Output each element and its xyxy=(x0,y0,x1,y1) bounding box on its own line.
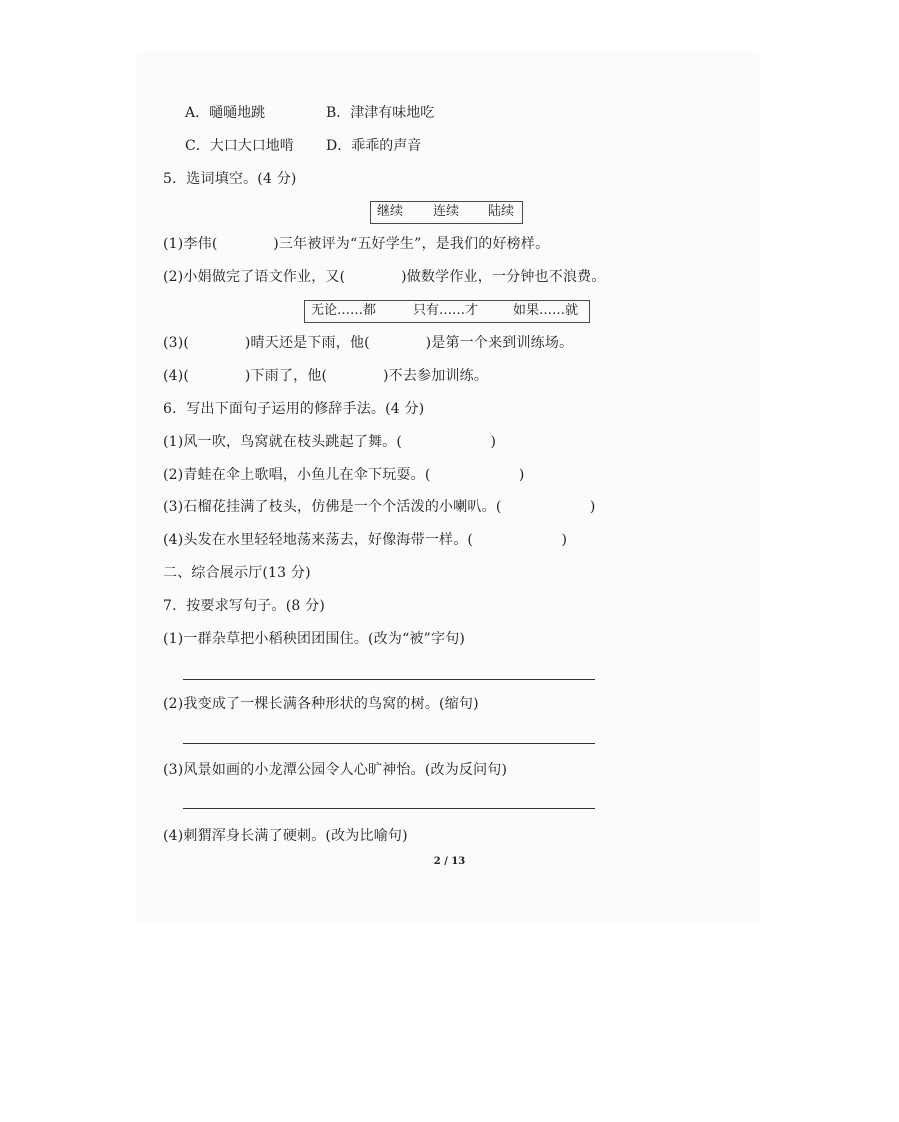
q5-sentence-2: (2)小娟做完了语文作业，又( )做数学作业，一分钟也不浪费。 xyxy=(163,269,606,285)
q6-sentence-4: (4)头发在水里轻轻地荡来荡去，好像海带一样。( ) xyxy=(163,532,568,548)
q4-option-c: C．大口大口地啃 xyxy=(185,138,294,154)
page-number: 2 / 13 xyxy=(433,856,466,867)
q5-sentence-1: (1)李伟( )三年被评为“五好学生”，是我们的好榜样。 xyxy=(163,236,550,252)
q7-title: 7．按要求写句子。(8 分) xyxy=(163,598,325,614)
word-box-2-item: 无论……都 xyxy=(311,303,377,318)
q7-sentence-4: (4)刺猬浑身长满了硬刺。(改为比喻句) xyxy=(163,828,408,844)
q5-title: 5．选词填空。(4 分) xyxy=(163,171,297,187)
word-box-2-item: 如果……就 xyxy=(513,303,579,318)
q6-title: 6．写出下面句子运用的修辞手法。(4 分) xyxy=(163,401,425,417)
answer-line-2[interactable] xyxy=(183,743,595,744)
q6-sentence-2: (2)青蛙在伞上歌唱，小鱼儿在伞下玩耍。( ) xyxy=(163,467,525,483)
q6-sentence-1: (1)风一吹，鸟窝就在枝头跳起了舞。( ) xyxy=(163,434,497,450)
q6-sentence-3: (3)石榴花挂满了枝头，仿佛是一个个活泼的小喇叭。( ) xyxy=(163,499,596,515)
word-box-2 xyxy=(304,300,590,323)
q4-option-b: B．津津有味地吃 xyxy=(326,105,435,121)
q5-sentence-3: (3)( )晴天还是下雨，他( )是第一个来到训练场。 xyxy=(163,335,574,351)
answer-line-3[interactable] xyxy=(183,808,595,809)
q7-sentence-1: (1)一群杂草把小稻秧团团围住。(改为“被”字句) xyxy=(163,631,466,647)
word-box-1-item: 继续 xyxy=(377,204,404,219)
q7-sentence-2: (2)我变成了一棵长满各种形状的鸟窝的树。(缩句) xyxy=(163,696,479,712)
answer-line-1[interactable] xyxy=(183,679,595,680)
q4-option-d: D．乖乖的声音 xyxy=(326,138,422,154)
q4-option-a: A．嗵嗵地跳 xyxy=(185,105,266,121)
q7-sentence-3: (3)风景如画的小龙潭公园令人心旷神怡。(改为反问句) xyxy=(163,762,508,778)
word-box-1 xyxy=(370,201,523,224)
word-box-1-item: 连续 xyxy=(433,204,460,219)
word-box-1-item: 陆续 xyxy=(488,204,515,219)
q5-sentence-4: (4)( )下雨了，他( )不去参加训练。 xyxy=(163,368,489,384)
word-box-2-item: 只有……才 xyxy=(413,303,479,318)
section-2-heading: 二、综合展示厅(13 分) xyxy=(163,565,311,581)
